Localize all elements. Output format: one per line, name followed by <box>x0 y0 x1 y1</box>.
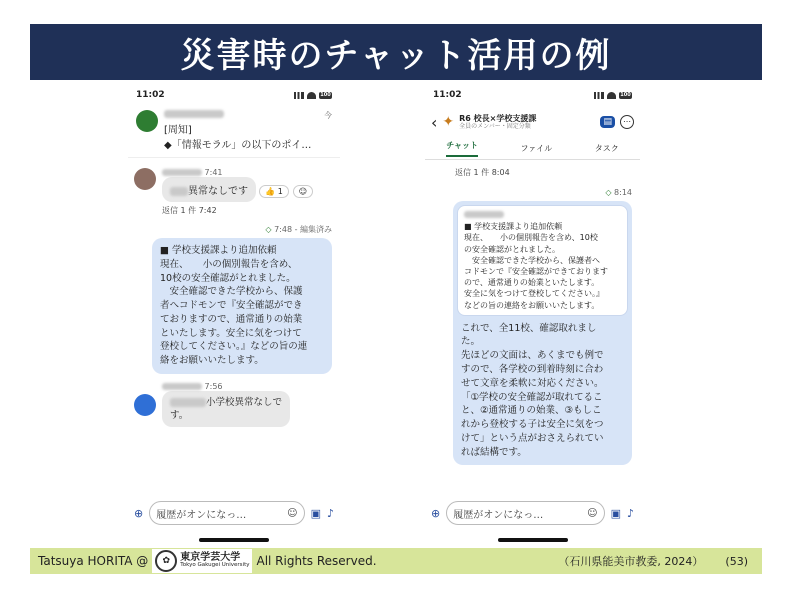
message-line: 10校の安全確認がとれました。 <box>160 272 296 284</box>
message-text: す。 <box>170 410 189 422</box>
message-bubble-own[interactable] <box>453 201 632 465</box>
page-number: (53) <box>725 554 748 568</box>
notice-label: [周知] <box>164 125 192 136</box>
add-icon[interactable]: ⊕ <box>431 506 441 520</box>
mic-icon[interactable]: ♪ <box>626 506 634 520</box>
quoted-line: コドモンで『安全確認ができております <box>464 266 608 276</box>
message-line: といたします。安全に気をつけて <box>160 327 302 339</box>
message-line: 者へコドモンで『安全確認ができ <box>160 300 303 312</box>
tab-tasks[interactable]: タスク <box>594 144 619 153</box>
battery-icon: 100 <box>620 91 631 98</box>
message-line: ■ 学校支援課より追加依頼 <box>160 245 277 256</box>
thread-icon[interactable]: ▤ <box>600 116 615 128</box>
footer-rights: All Rights Reserved. <box>256 554 377 568</box>
back-icon[interactable]: ‹ <box>431 112 438 132</box>
more-icon[interactable]: ⋯ <box>620 115 634 129</box>
signal-icon <box>294 92 304 99</box>
battery-icon: 100 <box>320 91 331 98</box>
reaction-count: 1 <box>277 187 283 196</box>
tab-chat[interactable]: チャット <box>446 140 478 157</box>
quoted-line: ので、通常通りの始業といたします。 <box>464 278 600 288</box>
message-input[interactable] <box>446 501 604 525</box>
emoji-icon[interactable]: ☺ <box>587 507 598 519</box>
message-text: 小学校異常なしで <box>206 396 283 408</box>
group-icon: ✦ <box>442 114 455 130</box>
avatar <box>134 394 156 416</box>
quoted-sender-redacted <box>464 211 504 218</box>
message-line: 登校してください。』などの旨の連 <box>160 341 308 353</box>
logo-name-jp: 東京学芸大学 <box>180 552 241 564</box>
reply-line: すので、各学校の到着時刻に合わ <box>461 363 604 375</box>
quoted-line: 安全確認できた学校から、保護者へ <box>464 255 600 265</box>
input-placeholder: 履歴がオンになっ… <box>453 509 544 521</box>
status-bar <box>128 84 340 106</box>
title-bar <box>30 24 762 80</box>
emoji-icon[interactable]: ☺ <box>287 507 298 519</box>
wifi-icon <box>607 92 616 99</box>
quoted-line: などの旨の連絡をお願いいたします。 <box>464 300 600 310</box>
reply-line: と、②通常通りの始業、③もしこ <box>461 405 602 417</box>
reply-line: せて文章を柔軟に対応ください。 <box>461 377 604 389</box>
message-time: 8:14 <box>614 188 632 197</box>
reply-line: これで、全11校、確認取れまし <box>461 322 597 334</box>
tab-files[interactable]: ファイル <box>520 144 553 153</box>
reply-link[interactable]: 返信 1 件 8:04 <box>455 168 510 177</box>
notice-text: ◆「情報モラル」の以下のポイ… <box>164 140 312 151</box>
reply-line: けて」という点がおさえられてい <box>461 432 604 444</box>
status-time: 11:02 <box>433 90 462 100</box>
signal-icon <box>594 92 604 99</box>
image-icon[interactable]: ▣ <box>310 506 321 520</box>
sender-name-redacted <box>162 169 202 176</box>
sender-name-redacted <box>162 383 202 390</box>
wifi-icon <box>307 92 316 99</box>
avatar <box>136 110 158 132</box>
footer-author: Tatsuya HORITA @ <box>38 554 149 568</box>
university-logo <box>152 549 252 573</box>
status-bar <box>425 84 640 106</box>
input-placeholder: 履歴がオンになっ… <box>156 509 247 521</box>
mic-icon[interactable]: ♪ <box>326 506 334 520</box>
own-message <box>425 178 640 465</box>
message-time: 7:41 <box>204 168 223 177</box>
reply-line: れば結構です。 <box>461 446 527 458</box>
group-subtitle: 全員のメンバー・固定分類 <box>459 123 531 131</box>
slide-title: 災害時のチャット活用の例 <box>180 35 612 76</box>
message-line: 現在、 小の個別報告を含め、 <box>160 258 298 270</box>
message-bubble[interactable] <box>162 391 290 428</box>
like-reaction[interactable]: 👍 1 <box>259 185 289 198</box>
composer <box>425 498 640 528</box>
message-text: 異常なしです <box>188 186 248 197</box>
group-title: R6 校長×学校支援課 <box>459 113 537 123</box>
message-bubble-own[interactable] <box>152 238 332 374</box>
message-time: 7:56 <box>204 381 223 391</box>
chat-header <box>425 106 640 138</box>
chat-message <box>128 166 340 218</box>
chat-tabs <box>425 138 640 160</box>
logo-name-en: Tokyo Gakugei University <box>180 562 250 569</box>
reply-line: れから登校する子は安全に気をつ <box>461 419 604 431</box>
redacted-name <box>170 187 188 196</box>
sent-icon: ◇ <box>265 225 272 234</box>
notification-banner[interactable] <box>128 106 340 158</box>
redacted-name <box>170 398 206 407</box>
quoted-message <box>457 205 628 316</box>
message-line: 安全確認できた学校から、保護 <box>160 286 303 298</box>
message-line: 絡をお願いいたします。 <box>160 355 264 367</box>
add-icon[interactable]: ⊕ <box>134 506 144 520</box>
footer-source: （石川県能美市教委, 2024） <box>558 555 704 568</box>
left-phone-screenshot <box>128 84 340 544</box>
sender-name-redacted <box>164 110 224 118</box>
status-time: 11:02 <box>136 90 165 100</box>
own-message <box>128 218 340 374</box>
right-phone-screenshot <box>425 84 640 544</box>
reply-link[interactable]: 返信 1 件 7:42 <box>162 206 217 215</box>
chat-message <box>128 380 340 430</box>
sent-icon: ◇ <box>605 188 612 197</box>
quoted-line: の安全確認がとれました。 <box>464 244 560 254</box>
avatar <box>134 168 156 190</box>
quoted-line: 現在、 小の個別報告を含め、10校 <box>464 233 598 243</box>
footer-bar <box>30 548 762 574</box>
home-indicator <box>498 538 568 542</box>
home-indicator <box>199 538 269 542</box>
reply-line: た。 <box>461 336 481 348</box>
add-reaction-icon[interactable]: ☺ <box>293 185 313 198</box>
reply-text <box>453 320 632 466</box>
notice-badge: 今 <box>324 111 332 120</box>
message-bubble[interactable] <box>162 177 256 202</box>
message-line: ておりますので、通常通りの始業 <box>160 313 303 325</box>
reply-line: 先ほどの文面は、あくまでも例で <box>461 350 604 362</box>
image-icon[interactable]: ▣ <box>610 506 621 520</box>
quoted-line: ■ 学校支援課より追加依頼 <box>464 222 563 232</box>
university-seal-icon: ✿ <box>155 550 177 572</box>
reply-line: 「①学校の安全確認が取れてるこ <box>461 391 603 403</box>
message-input[interactable] <box>149 501 304 525</box>
message-meta: 7:48 - 編集済み <box>274 225 332 234</box>
composer <box>128 498 340 528</box>
quoted-line: 安全に気をつけて登校してください。』 <box>464 289 604 299</box>
